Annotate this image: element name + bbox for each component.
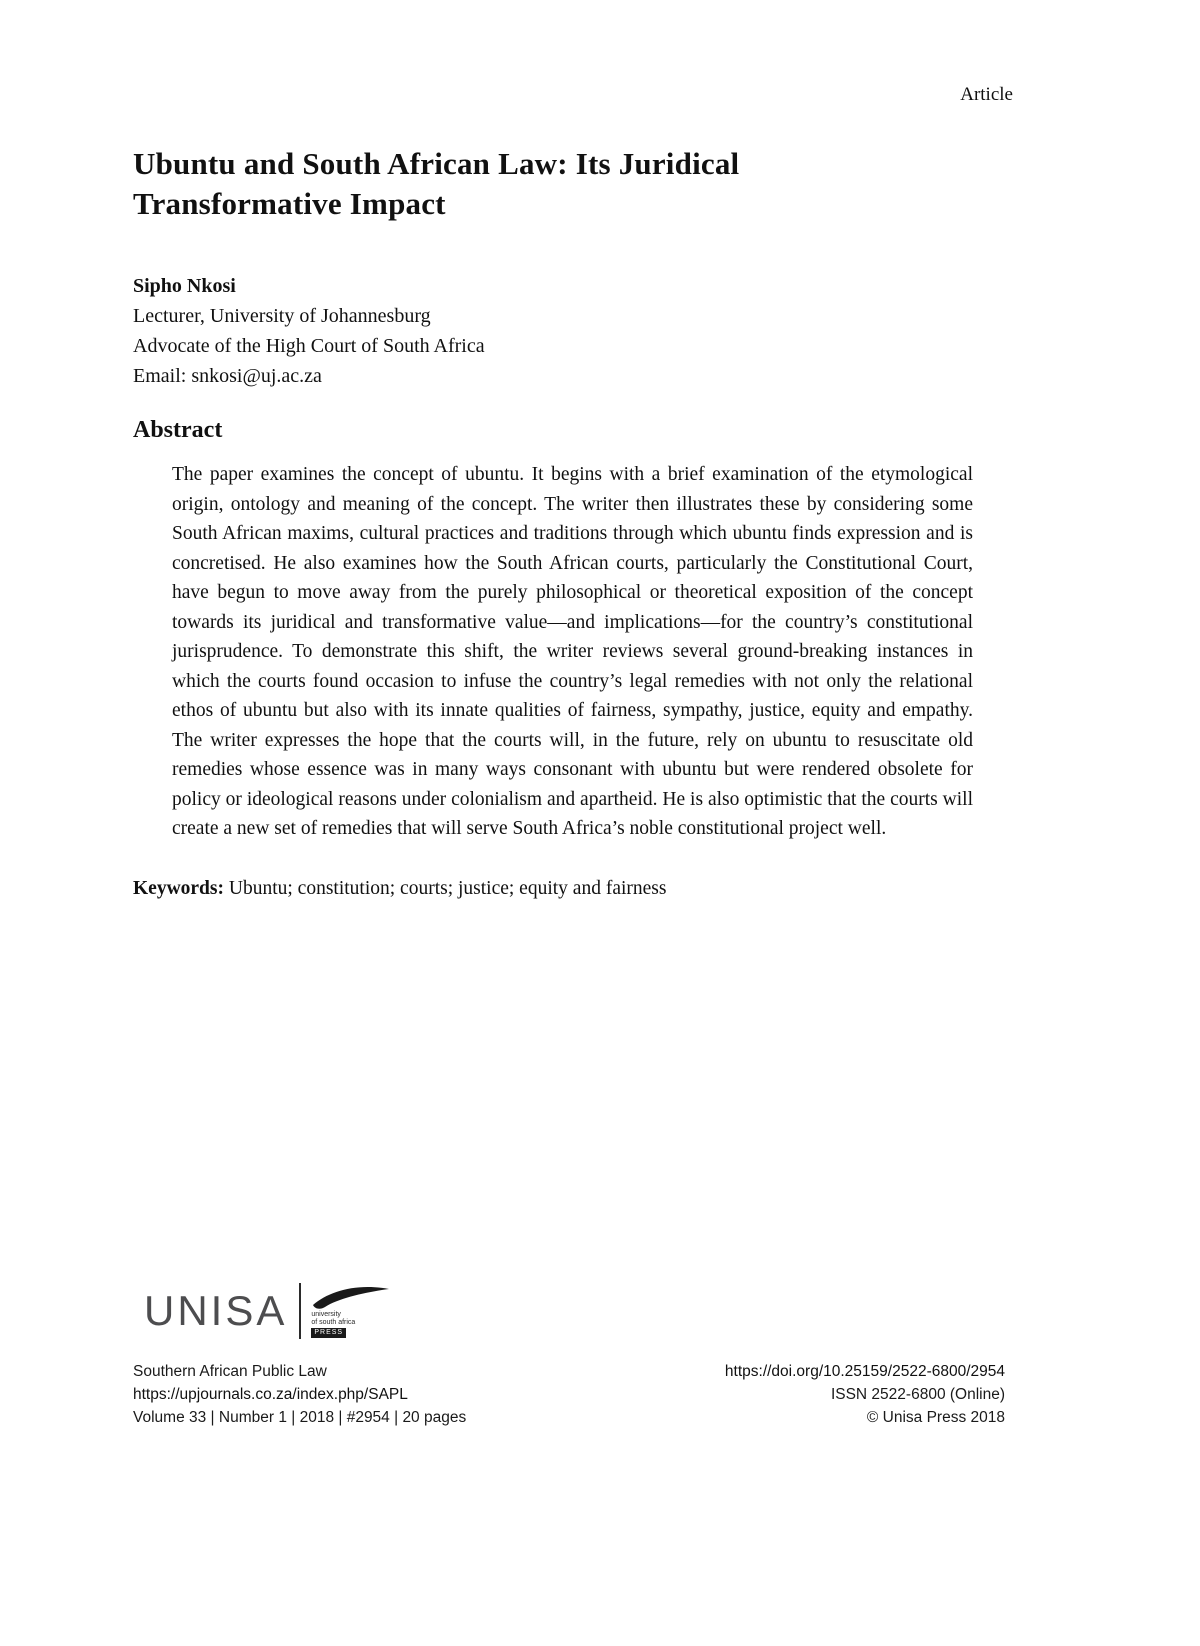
abstract-heading: Abstract	[133, 417, 223, 444]
unisa-swoosh-icon	[311, 1285, 391, 1309]
keywords-line	[133, 874, 1013, 903]
unisa-logo-text: UNISA	[144, 1287, 288, 1334]
keywords-label: Keywords:	[133, 877, 224, 899]
author-affiliation-2: Advocate of the High Court of South Africa	[133, 335, 485, 358]
footer-copyright: © Unisa Press 2018	[866, 1409, 1005, 1426]
footer-journal-url[interactable]: https://upjournals.co.za/index.php/SAPL	[133, 1386, 408, 1403]
unisa-logo-mark	[311, 1285, 391, 1338]
author-email[interactable]: Email: snkosi@uj.ac.za	[133, 365, 322, 388]
author-block	[133, 271, 1013, 391]
page-footer	[133, 1360, 1005, 1429]
keywords-text: Ubuntu; constitution; courts; justice; equity and fairness	[224, 877, 667, 899]
unisa-sub-line-2: of south africa	[311, 1318, 356, 1326]
author-name: Sipho Nkosi	[133, 275, 236, 298]
unisa-logo	[144, 1283, 391, 1339]
footer-doi-link[interactable]: https://doi.org/10.25159/2522-6800/2954	[724, 1363, 1005, 1380]
article-type-label: Article	[960, 84, 1013, 105]
unisa-press-badge: PRESS	[311, 1328, 346, 1338]
footer-journal-name: Southern African Public Law	[133, 1363, 327, 1380]
footer-issn: ISSN 2522-6800 (Online)	[830, 1386, 1005, 1403]
paper-title: Ubuntu and South African Law: Its Juridical Transformative Impact	[133, 146, 740, 221]
unisa-logo-divider	[299, 1283, 301, 1339]
footer-left-column	[133, 1360, 466, 1429]
author-affiliation-1: Lecturer, University of Johannesburg	[133, 305, 431, 328]
footer-volume-info: Volume 33 | Number 1 | 2018 | #2954 | 20 pages	[133, 1409, 467, 1426]
footer-right-column	[725, 1360, 1005, 1429]
abstract-text: The paper examines the concept of ubuntu. It begins with a brief examination of the etymological origin, ontology and meaning of the concept. The writer then illustrates these by considering some South African maxims, cultural practices and traditions through which ubuntu finds expression and is concretised. He also examines how the South African courts, particularly the Constitutional Court, have begun to move away from the purely philosophical or theoretical exposition of the concept towards its juridical and transformative value—and implications—for the country’s constitutional jurisprudence. To demonstrate this shift, the writer reviews several ground-breaking instances in which the courts found occasion to infuse the country’s legal remedies with not only the relational ethos of ubuntu but also with its innate qualities of fairness, sympathy, justice, equity and empathy. The writer expresses the hope that the courts will, in the future, rely on ubuntu to resuscitate old remedies whose essence was in many ways consonant with ubuntu but were rendered obsolete for policy or ideological reasons under colonialism and apartheid. He is also optimistic that the courts will create a new set of remedies that will serve South Africa’s noble constitutional project well.	[172, 464, 973, 840]
paper-content	[133, 0, 1013, 903]
unisa-logo-subtext	[311, 1311, 391, 1338]
unisa-sub-line-1: university	[311, 1310, 341, 1318]
